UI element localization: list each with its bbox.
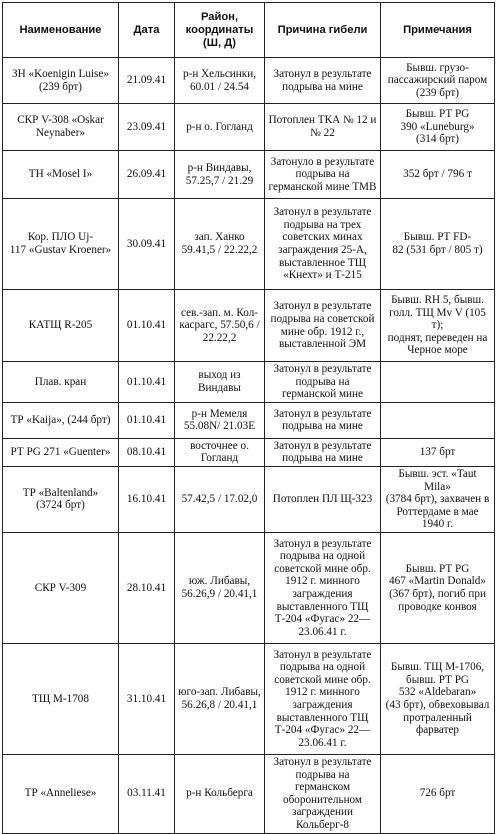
table-row: [3, 290, 495, 362]
table-row: [3, 466, 495, 532]
table-row: [3, 754, 495, 833]
cell-date: 21.09.41: [119, 58, 175, 104]
table-row: [3, 532, 495, 643]
cell-name: КАТЩ R-205: [3, 290, 119, 362]
cell-area: р-н Мемеля 55.08N/ 21.03E: [175, 402, 265, 438]
header-cause: Причина гибели: [265, 3, 381, 58]
cell-cause: Затонуло в результате подрыва на германской мине ТМВ: [265, 151, 381, 199]
header-date: Дата: [119, 3, 175, 58]
cell-name: Кор. ПЛО Uj- 117 «Gustav Kroener»: [3, 199, 119, 290]
cell-notes: Бывш. РТ PG 467 «Martin Donald» (367 брт), погиб при проводке конвоя: [381, 532, 495, 643]
cell-date: 01.10.41: [119, 402, 175, 438]
cell-name: СКР V-308 «Oskar Neynaber»: [3, 104, 119, 151]
cell-area: восточнее о. Гогланд: [175, 438, 265, 466]
table-row: [3, 643, 495, 754]
cell-area: р-н Виндавы, 57.25,7 / 21.29: [175, 151, 265, 199]
cell-date: 28.10.41: [119, 532, 175, 643]
table-row: [3, 199, 495, 290]
cell-cause: Потоплен ПЛ Щ-323: [265, 466, 381, 532]
table-row: [3, 58, 495, 104]
cell-name: СКР V-309: [3, 532, 119, 643]
cell-name: ТР «Kaija», (244 брт): [3, 402, 119, 438]
table-row: [3, 362, 495, 403]
cell-date: 23.09.41: [119, 104, 175, 151]
cell-notes: 726 брт: [381, 754, 495, 833]
cell-cause: Затонул в результате подрыва на германском оборонительном заграждении Кольберг-8: [265, 754, 381, 833]
cell-area: зап. Ханко 59.41,5 / 22.22,2: [175, 199, 265, 290]
cell-cause: Затонул в результате подрыва на одной советской мине обр. 1912 г. минного заграждения выставленного ТЩ Т-204 «Фугас» 22—23.06.41 г.: [265, 643, 381, 754]
cell-cause: Затонул в результате подрыва на трех советских минах заграждения 25-А, выставленное ТЩ «Кнехт» и Т-215: [265, 199, 381, 290]
cell-date: 01.10.41: [119, 290, 175, 362]
header-notes: Примечания: [381, 3, 495, 58]
cell-date: 30.09.41: [119, 199, 175, 290]
cell-notes: Бывш. грузо- пассажирский паром (239 брт): [381, 58, 495, 104]
cell-cause: Затонул в результате подрыва на мине: [265, 58, 381, 104]
cell-area: р-н о. Гогланд: [175, 104, 265, 151]
cell-date: 08.10.41: [119, 438, 175, 466]
table-header-row: [3, 3, 495, 58]
cell-cause: Затонул в результате подрыва на одной советской мине обр. 1912 г. минного заграждения выставленного ТЩ Т-204 «Фугас» 22—23.06.41 г.: [265, 532, 381, 643]
cell-name: ТР «Anneliese»: [3, 754, 119, 833]
table-row: [3, 104, 495, 151]
header-area: Район, координаты (Ш, Д): [175, 3, 265, 58]
cell-notes: [381, 402, 495, 438]
cell-area: юго-зап. Либавы, 56.26,8 / 20.41,1: [175, 643, 265, 754]
cell-area: р-н Кольберга: [175, 754, 265, 833]
ship-losses-table: [2, 2, 495, 834]
cell-date: 03.11.41: [119, 754, 175, 833]
cell-area: р-н Хельсинки, 60.01 / 24.54: [175, 58, 265, 104]
cell-notes: Бывш. эст. «Taut Mila» (3784 брт), захвачен в Роттердаме в мае 1940 г.: [381, 466, 495, 532]
cell-name: РТ PG 271 «Guenter»: [3, 438, 119, 466]
cell-name: ТР «Baltenland» (3724 брт): [3, 466, 119, 532]
cell-name: ТН «Mosel I»: [3, 151, 119, 199]
cell-area: выход из Виндавы: [175, 362, 265, 403]
cell-cause: Затонул в результате подрыва на мине: [265, 438, 381, 466]
table-row: [3, 402, 495, 438]
cell-notes: Бывш. РТ FD- 82 (531 брт / 805 т): [381, 199, 495, 290]
table-row: [3, 438, 495, 466]
cell-date: 26.09.41: [119, 151, 175, 199]
cell-name: ТЩ М-1708: [3, 643, 119, 754]
cell-notes: Бывш. RH 5, бывш. голл. ТЩ Mv V (105 т); поднят, переведен на Черное море: [381, 290, 495, 362]
cell-cause: Затонул в результате подрыва на советской мине обр. 1912 г., выставленной ЭМ: [265, 290, 381, 362]
cell-notes: 352 брт / 796 т: [381, 151, 495, 199]
cell-name: ЗН «Koenigin Luise» (239 брт): [3, 58, 119, 104]
table-row: [3, 151, 495, 199]
cell-cause: Затонул в результате подрыва на германской мине: [265, 362, 381, 403]
cell-notes: [381, 362, 495, 403]
cell-cause: Затонул в результате подрыва на мине: [265, 402, 381, 438]
cell-area: юж. Либавы, 56.26,9 / 20.41,1: [175, 532, 265, 643]
cell-date: 31.10.41: [119, 643, 175, 754]
cell-area: сев.-зап. м. Кол- касрагс, 57.50,6 / 22.22,2: [175, 290, 265, 362]
cell-notes: Бывш. РТ PG 390 «Luneburg» (314 брт): [381, 104, 495, 151]
header-name: Наименование: [3, 3, 119, 58]
cell-cause: Потоплен ТКА № 12 и № 22: [265, 104, 381, 151]
cell-date: 01.10.41: [119, 362, 175, 403]
cell-name: Плав. кран: [3, 362, 119, 403]
cell-notes: Бывш. ТЩ М-1706, бывш. РТ PG 532 «Aldebaran» (43 брт), обвеховывал протраленный фарватер: [381, 643, 495, 754]
cell-area: 57.42,5 / 17.02,0: [175, 466, 265, 532]
cell-notes: 137 брт: [381, 438, 495, 466]
cell-date: 16.10.41: [119, 466, 175, 532]
